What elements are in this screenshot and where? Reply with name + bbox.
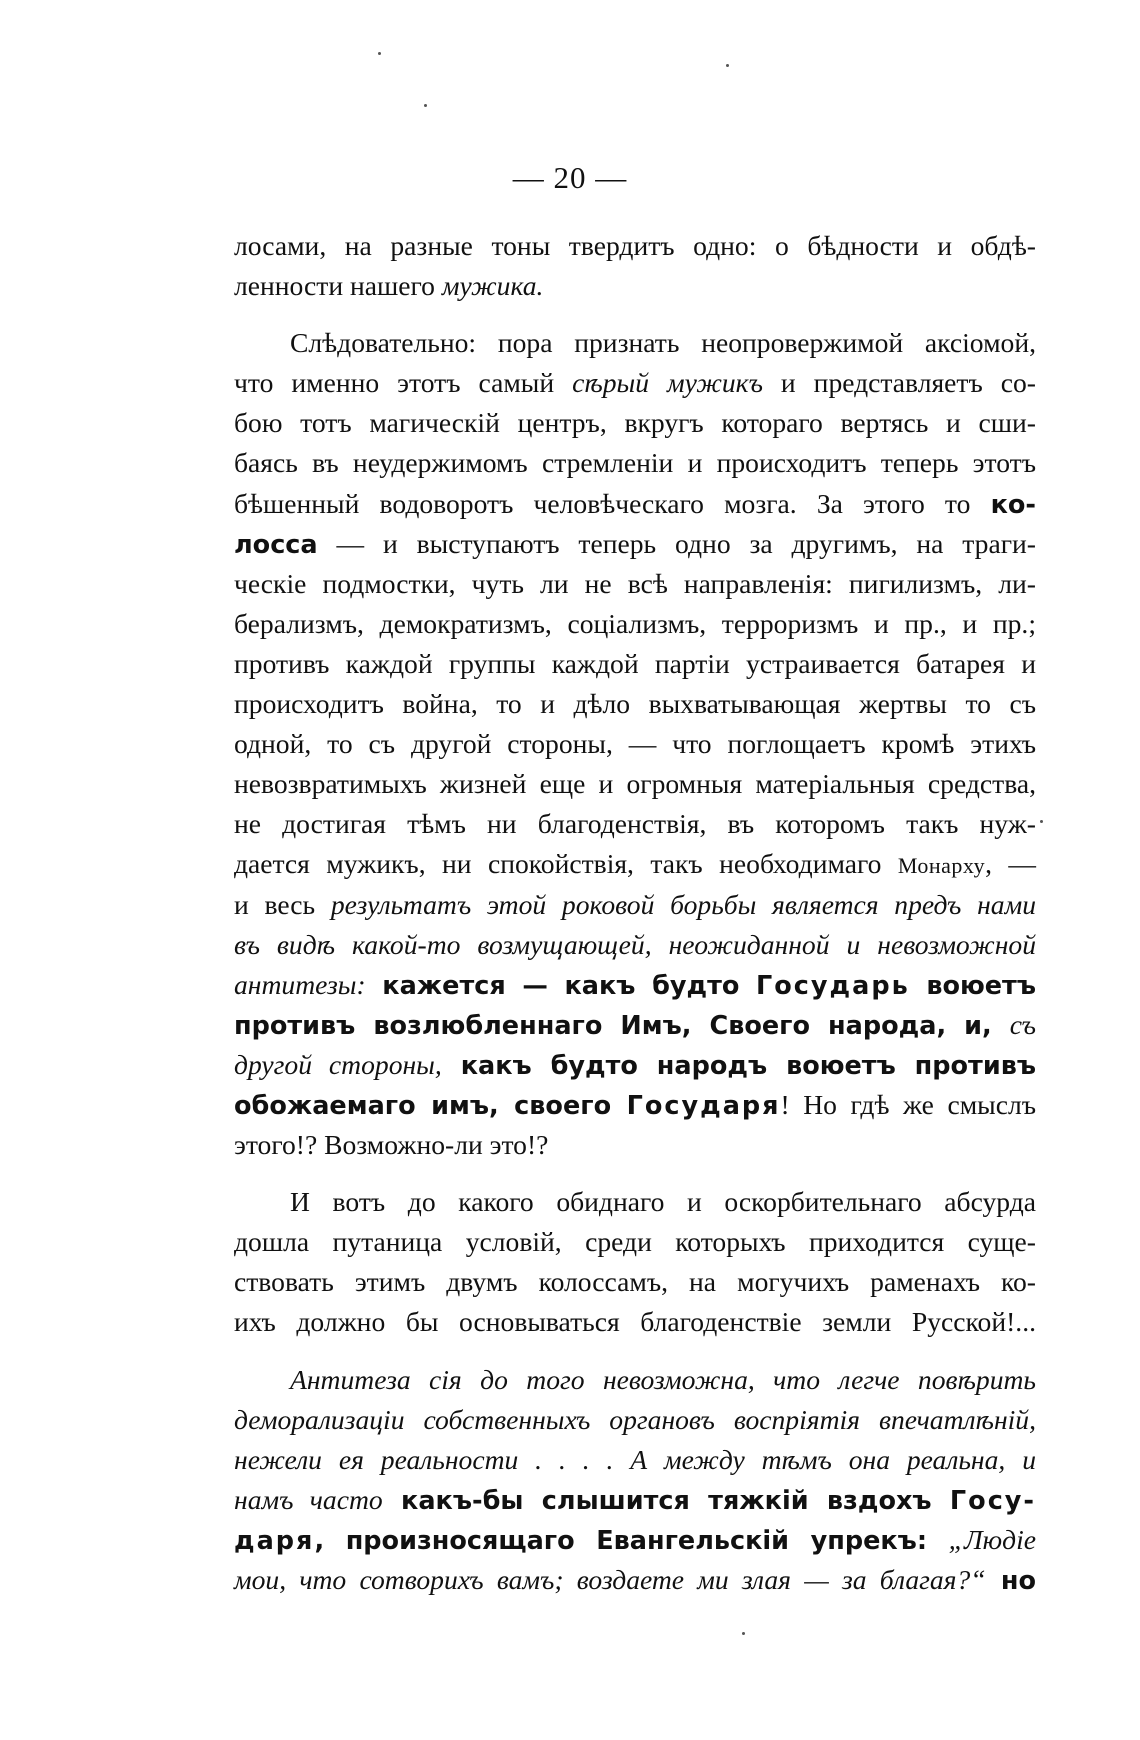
text-line: дошла путаница условій, среди которыхъ приходится суще- bbox=[234, 1226, 1036, 1258]
text-line: въ видѣ какой-то возмущающей, неожиданной и невозможной bbox=[234, 928, 1036, 960]
text-line: лосами, на разные тоны твердитъ одно: о бѣдности и обдѣ- bbox=[234, 230, 1036, 261]
text-line: Антитеза сія до того невозможна, что легче повѣрить bbox=[290, 1363, 1036, 1395]
text-line: антитезы: кажется — какъ будто Государь воюетъ bbox=[234, 968, 1037, 1001]
text-line: берализмъ, демократизмъ, соціализмъ, терроризмъ и пр., и пр.; bbox=[234, 607, 1036, 639]
page-body bbox=[234, 226, 1036, 1600]
text-line: ленности нашего мужика. bbox=[234, 270, 544, 302]
scan-speck bbox=[378, 52, 381, 55]
text-line: деморализаціи собственныхъ органовъ воспріятія впечатлѣній, bbox=[234, 1403, 1036, 1435]
text-line: и весь результатъ этой роковой борьбы является предъ нами bbox=[234, 888, 1036, 920]
text-line: одной, то съ другой стороны, — что поглощаетъ кромѣ этихъ bbox=[234, 728, 1036, 760]
text-line: этого!? Возможно-ли это!? bbox=[234, 1129, 549, 1161]
text-line: И вотъ до какого обиднаго и оскорбительнаго абсурда bbox=[290, 1186, 1036, 1218]
scan-speck bbox=[424, 104, 427, 107]
text-line: бѣшенный водоворотъ человѣческаго мозга. За этого то ко- bbox=[234, 487, 1036, 520]
text-line: нежели ея реальности . . . . А между тѣмъ она реальна, и bbox=[234, 1443, 1036, 1475]
text-line: баясь въ неудержимомъ стремленіи и происходитъ теперь этотъ bbox=[234, 447, 1036, 479]
text-line: происходитъ война, то и дѣло выхватывающая жертвы то съ bbox=[234, 688, 1036, 720]
text-line: бою тотъ магическій центръ, вкругъ котораго вертясь и сши- bbox=[234, 407, 1036, 439]
text-line: невозвратимыхъ жизней еще и огромныя матеріальныя средства, bbox=[234, 768, 1036, 800]
text-line: противъ каждой группы каждой партіи устраивается батарея и bbox=[234, 647, 1036, 679]
text-line: мои, что сотворихъ вамъ; воздаете ми злая — за благая?“ но bbox=[234, 1564, 1037, 1596]
page-number: — 20 — bbox=[512, 160, 628, 195]
text-line: ихъ должно бы основываться благоденствіе земли Русской!... bbox=[234, 1306, 1036, 1338]
text-line: обожаемаго имъ, своего Государя! Но гдѣ же смыслъ bbox=[234, 1088, 1036, 1121]
text-line: намъ часто какъ-бы слышится тяжкій вздохъ Госу- bbox=[234, 1483, 1037, 1516]
text-line: лосса — и выступаютъ теперь одно за другимъ, на траги- bbox=[234, 527, 1036, 560]
text-line: ческіе подмостки, чуть ли не всѣ направленія: пигилизмъ, ли- bbox=[234, 567, 1036, 599]
text-line: не достигая тѣмъ ни благоденствія, въ которомъ такъ нуж- bbox=[234, 808, 1036, 840]
text-line: противъ возлюбленнаго Имъ, Своего народа, и, съ bbox=[234, 1008, 1036, 1041]
text-line: что именно этотъ самый сѣрый мужикъ и представляетъ со- bbox=[234, 367, 1036, 399]
scan-speck bbox=[1040, 820, 1043, 823]
scan-speck bbox=[726, 64, 729, 67]
text-line: дается мужикъ, ни спокойствія, такъ необходимаго Монарху, — bbox=[234, 848, 1036, 880]
text-line: Слѣдовательно: пора признать неопровержимой аксіомой, bbox=[290, 327, 1036, 359]
text-line: ствовать этимъ двумъ колоссамъ, на могучихъ раменахъ ко- bbox=[234, 1266, 1036, 1298]
scan-speck bbox=[742, 1632, 745, 1635]
text-line: даря, произносящаго Евангельскій упрекъ: „Людіе bbox=[234, 1523, 1036, 1556]
text-line: другой стороны, какъ будто народъ воюетъ противъ bbox=[234, 1048, 1036, 1081]
